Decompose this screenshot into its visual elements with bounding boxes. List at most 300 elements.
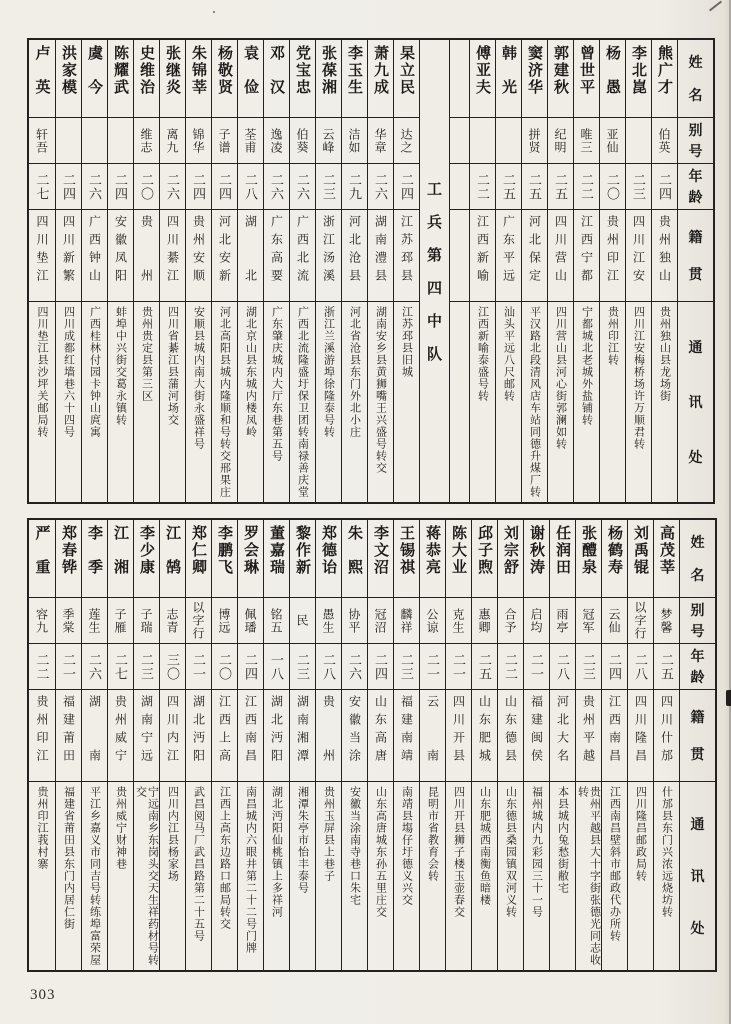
person-column bbox=[237, 40, 263, 502]
address-text: 江西南昌壁斜市邮政代办所转 bbox=[608, 786, 621, 942]
age-cell bbox=[186, 644, 211, 690]
address-cell bbox=[238, 302, 263, 502]
native-cell bbox=[394, 690, 419, 782]
name-text: 李少康 bbox=[138, 525, 154, 576]
address-cell bbox=[212, 302, 237, 502]
person-column bbox=[341, 520, 367, 970]
age-cell bbox=[652, 164, 677, 210]
courtesy-cell bbox=[368, 598, 393, 644]
empty-column bbox=[449, 40, 469, 502]
age-cell bbox=[290, 164, 315, 210]
native-text: 福建莆田 bbox=[61, 695, 76, 767]
address-text: 湖北京山县东城内楼凤岭 bbox=[244, 306, 257, 438]
native-cell bbox=[56, 210, 81, 302]
native-text: 安徽当涂 bbox=[347, 695, 362, 767]
person-column bbox=[315, 40, 341, 502]
native-cell bbox=[498, 690, 523, 782]
courtesy-cell bbox=[342, 118, 367, 164]
age-text: 二六 bbox=[165, 172, 180, 201]
age-cell bbox=[368, 644, 393, 690]
header-label-char: 姓 bbox=[688, 56, 703, 72]
address-text: 四川开县狮子楼玉壶春交 bbox=[452, 786, 465, 918]
courtesy-cell bbox=[394, 118, 419, 164]
name-cell bbox=[550, 520, 575, 598]
person-column bbox=[211, 520, 237, 970]
native-cell bbox=[626, 210, 651, 302]
address-cell bbox=[108, 782, 133, 970]
age-text: 二六 bbox=[87, 652, 102, 681]
address-text: 蚌埠中兴街交葛永镇转 bbox=[114, 306, 127, 426]
age-text: 二三 bbox=[321, 172, 336, 201]
name-cell bbox=[212, 40, 237, 118]
native-cell bbox=[550, 690, 575, 782]
native-text: 广西北流 bbox=[295, 215, 310, 287]
courtesy-text: 佩璠 bbox=[243, 607, 257, 634]
age-cell bbox=[29, 644, 55, 690]
name-text: 江 鹄 bbox=[164, 525, 180, 576]
native-text: 湖 南 bbox=[87, 695, 102, 767]
person-column bbox=[289, 520, 315, 970]
name-cell bbox=[446, 520, 471, 598]
address-cell bbox=[446, 782, 471, 970]
age-cell bbox=[550, 644, 575, 690]
age-text: 二三 bbox=[139, 652, 154, 681]
person-column bbox=[107, 40, 133, 502]
name-text: 杨鹤寿 bbox=[606, 525, 622, 576]
courtesy-text: 锦华 bbox=[191, 127, 205, 154]
age-cell bbox=[342, 644, 367, 690]
header-label-char: 讯 bbox=[688, 396, 703, 411]
age-cell bbox=[29, 164, 55, 210]
courtesy-cell bbox=[29, 118, 55, 164]
age-text: 二六 bbox=[373, 172, 388, 201]
courtesy-cell bbox=[342, 598, 367, 644]
native-text: 广西钟山 bbox=[87, 215, 102, 287]
column-header-native bbox=[680, 690, 715, 782]
native-cell bbox=[290, 210, 315, 302]
person-column bbox=[469, 40, 495, 502]
header-label-char: 号 bbox=[688, 145, 703, 161]
name-cell bbox=[160, 520, 185, 598]
courtesy-text: 克生 bbox=[451, 607, 465, 634]
address-text: 本县城内兔愁街敝宅 bbox=[556, 786, 569, 894]
native-text: 河北沧县 bbox=[347, 215, 362, 287]
native-cell bbox=[238, 690, 263, 782]
person-column bbox=[29, 520, 55, 970]
address-cell bbox=[108, 302, 133, 502]
age-cell bbox=[524, 644, 549, 690]
person-column bbox=[263, 520, 289, 970]
age-text: 二四 bbox=[191, 172, 206, 201]
address-text: 南昌城内六眼井第二十二号门牌 bbox=[244, 786, 257, 954]
person-column bbox=[625, 40, 651, 502]
courtesy-text: 离九 bbox=[165, 127, 179, 154]
age-cell bbox=[420, 644, 445, 690]
address-text: 武昌阅马厂武昌路第二十五号 bbox=[192, 786, 205, 942]
native-cell bbox=[316, 690, 341, 782]
address-text: 宁都城北老城外盐铺转 bbox=[580, 306, 593, 426]
name-cell bbox=[600, 40, 625, 118]
native-text: 四川内江 bbox=[165, 695, 180, 767]
address-text: 湘潭朱亭市怡丰泰号 bbox=[296, 786, 309, 894]
name-cell bbox=[574, 40, 599, 118]
name-cell bbox=[238, 40, 263, 118]
address-cell bbox=[420, 782, 445, 970]
courtesy-text: 亚仙 bbox=[605, 127, 619, 154]
person-column bbox=[393, 520, 419, 970]
name-text: 虞 今 bbox=[86, 45, 102, 96]
name-cell bbox=[316, 520, 341, 598]
address-text: 广东肇庆城内大厅东巷第五号 bbox=[270, 306, 283, 462]
name-text: 谢秋涛 bbox=[528, 525, 544, 576]
address-text: 贵州印江莪村寨 bbox=[36, 786, 48, 870]
age-text: 一八 bbox=[269, 652, 284, 681]
name-cell bbox=[264, 40, 289, 118]
name-text: 傅亚夫 bbox=[474, 45, 490, 96]
courtesy-text: 合予 bbox=[503, 607, 517, 634]
address-text: 贵州玉屏县上巷子 bbox=[322, 786, 335, 882]
native-text: 湖南湘潭 bbox=[295, 695, 310, 767]
roster-table-top bbox=[27, 38, 715, 504]
courtesy-text: 公谅 bbox=[425, 607, 439, 634]
name-text: 韩 光 bbox=[500, 45, 516, 96]
person-column bbox=[107, 520, 133, 970]
courtesy-cell bbox=[160, 598, 185, 644]
courtesy-cell bbox=[550, 598, 575, 644]
courtesy-text: 梦馨 bbox=[659, 607, 673, 634]
native-cell bbox=[420, 690, 445, 782]
courtesy-cell bbox=[56, 598, 81, 644]
unit-label-char: 兵 bbox=[426, 215, 442, 231]
age-text: 二四 bbox=[61, 172, 76, 201]
courtesy-cell bbox=[212, 598, 237, 644]
age-cell bbox=[470, 164, 495, 210]
native-text: 山东德县 bbox=[503, 695, 518, 767]
name-text: 董嘉瑞 bbox=[268, 525, 284, 576]
courtesy-text: 容九 bbox=[34, 607, 49, 634]
courtesy-cell bbox=[496, 118, 521, 164]
person-column bbox=[185, 520, 211, 970]
name-cell bbox=[450, 40, 469, 118]
age-cell bbox=[576, 644, 601, 690]
native-text: 四川营山 bbox=[553, 215, 568, 287]
age-cell bbox=[498, 644, 523, 690]
person-column bbox=[289, 40, 315, 502]
native-cell bbox=[600, 210, 625, 302]
header-label-char: 名 bbox=[690, 568, 705, 584]
age-text: 二〇 bbox=[605, 172, 620, 201]
address-cell bbox=[652, 302, 677, 502]
native-cell bbox=[212, 690, 237, 782]
name-text: 洪家模 bbox=[60, 45, 76, 96]
address-text: 宁远南乡东岗头交天生祥药材号转交 bbox=[134, 786, 159, 966]
native-text: 贵 州 bbox=[139, 215, 154, 287]
age-cell bbox=[522, 164, 547, 210]
address-cell bbox=[316, 302, 341, 502]
person-column bbox=[393, 40, 419, 502]
native-text: 贵州独山 bbox=[657, 215, 672, 287]
native-cell bbox=[316, 210, 341, 302]
address-cell bbox=[498, 782, 523, 970]
age-text: 二五 bbox=[553, 172, 568, 201]
address-cell bbox=[342, 782, 367, 970]
courtesy-cell bbox=[548, 118, 573, 164]
address-cell bbox=[290, 302, 315, 502]
native-cell bbox=[82, 690, 107, 782]
address-text: 昆明市省教育会转 bbox=[426, 786, 439, 882]
address-cell bbox=[626, 302, 651, 502]
person-column bbox=[81, 40, 107, 502]
courtesy-cell bbox=[450, 118, 469, 164]
courtesy-text: 子瑞 bbox=[139, 607, 153, 634]
native-text: 江西南昌 bbox=[243, 695, 258, 767]
age-text: 二二 bbox=[475, 172, 490, 201]
header-column bbox=[679, 520, 715, 970]
name-cell bbox=[82, 40, 107, 118]
person-column bbox=[367, 520, 393, 970]
age-cell bbox=[160, 644, 185, 690]
courtesy-text: 麟祥 bbox=[399, 607, 413, 634]
name-cell bbox=[548, 40, 573, 118]
native-cell bbox=[134, 690, 159, 782]
age-cell bbox=[212, 644, 237, 690]
name-cell bbox=[522, 40, 547, 118]
person-column bbox=[419, 520, 445, 970]
address-cell bbox=[212, 782, 237, 970]
name-text: 郑仁卿 bbox=[190, 525, 206, 576]
native-text: 河北保定 bbox=[527, 215, 542, 287]
person-column bbox=[133, 520, 159, 970]
address-cell bbox=[524, 782, 549, 970]
courtesy-cell bbox=[290, 118, 315, 164]
address-text: 福建省莆田县东门内居仁街 bbox=[62, 786, 75, 930]
person-column bbox=[471, 520, 497, 970]
column-header-age bbox=[678, 164, 713, 210]
courtesy-cell bbox=[186, 598, 211, 644]
scan-artifact-dot bbox=[213, 11, 215, 13]
person-column bbox=[159, 520, 185, 970]
courtesy-cell bbox=[394, 598, 419, 644]
address-text: 湖南安乡县黄狮嘴王兴盛号转交 bbox=[374, 306, 387, 474]
person-column bbox=[497, 520, 523, 970]
name-cell bbox=[290, 520, 315, 598]
name-cell bbox=[186, 40, 211, 118]
native-text: 湖南宁远 bbox=[139, 695, 154, 767]
native-cell bbox=[160, 210, 185, 302]
address-cell bbox=[264, 782, 289, 970]
header-label-char: 处 bbox=[690, 922, 705, 937]
name-cell bbox=[134, 40, 159, 118]
courtesy-text: 逸凌 bbox=[269, 127, 283, 154]
name-cell bbox=[394, 40, 419, 118]
age-text: 二六 bbox=[269, 172, 284, 201]
address-cell bbox=[628, 782, 653, 970]
name-cell bbox=[108, 40, 133, 118]
age-cell bbox=[654, 644, 679, 690]
native-text: 山东高唐 bbox=[373, 695, 388, 767]
address-text: 山东高唐城东孙五里庄交 bbox=[374, 786, 387, 918]
age-text: 二四 bbox=[243, 652, 258, 681]
native-cell bbox=[368, 210, 393, 302]
native-text: 湖 北 bbox=[243, 215, 258, 287]
age-text: 二四 bbox=[399, 172, 414, 201]
name-cell bbox=[238, 520, 263, 598]
courtesy-cell bbox=[238, 118, 263, 164]
courtesy-text: 冠沼 bbox=[373, 607, 387, 634]
address-text: 四川垫江县沙坪关邮局转 bbox=[36, 306, 48, 438]
age-text: 二四 bbox=[657, 172, 672, 201]
courtesy-text: 拼贤 bbox=[527, 127, 541, 154]
age-text: 二二 bbox=[503, 652, 518, 681]
native-text: 山东肥城 bbox=[477, 695, 492, 767]
age-text: 二五 bbox=[659, 652, 674, 681]
name-cell bbox=[602, 520, 627, 598]
name-text: 张葆湘 bbox=[320, 45, 336, 96]
address-text: 贵州威宁财神巷 bbox=[114, 786, 127, 870]
age-text: 二四 bbox=[373, 652, 388, 681]
native-text: 江西南昌 bbox=[607, 695, 622, 767]
address-cell bbox=[550, 782, 575, 970]
scan-artifact-blob bbox=[726, 690, 731, 706]
native-text: 广东高要 bbox=[269, 215, 284, 287]
column-header-address bbox=[678, 302, 713, 502]
native-cell bbox=[29, 210, 55, 302]
native-text: 湖北沔阳 bbox=[191, 695, 206, 767]
name-cell bbox=[628, 520, 653, 598]
age-cell bbox=[628, 644, 653, 690]
address-cell bbox=[134, 302, 159, 502]
age-cell bbox=[446, 644, 471, 690]
name-cell bbox=[626, 40, 651, 118]
courtesy-cell bbox=[160, 118, 185, 164]
age-cell bbox=[472, 644, 497, 690]
address-text: 江西新喻泰盛号转 bbox=[476, 306, 489, 402]
name-cell bbox=[316, 40, 341, 118]
address-cell bbox=[472, 782, 497, 970]
courtesy-text: 荃甫 bbox=[243, 127, 257, 154]
header-label-char: 别 bbox=[690, 603, 705, 619]
address-text: 四川江安梅桥场许万顺君转 bbox=[632, 306, 645, 450]
native-cell bbox=[654, 690, 679, 782]
age-text: 二六 bbox=[87, 172, 102, 201]
address-cell bbox=[264, 302, 289, 502]
age-cell bbox=[316, 164, 341, 210]
address-cell bbox=[548, 302, 573, 502]
name-cell bbox=[524, 520, 549, 598]
address-cell bbox=[394, 782, 419, 970]
age-text: 二四 bbox=[217, 172, 232, 201]
age-cell bbox=[134, 164, 159, 210]
age-text: 二五 bbox=[477, 652, 492, 681]
native-text: 江西宁都 bbox=[579, 215, 594, 287]
courtesy-cell bbox=[626, 118, 651, 164]
age-cell bbox=[238, 644, 263, 690]
person-column bbox=[601, 520, 627, 970]
address-text: 安顺县城内南大街永盛祥号 bbox=[192, 306, 205, 450]
courtesy-text: 愚生 bbox=[321, 607, 335, 634]
person-column bbox=[521, 40, 547, 502]
column-header-courtesy bbox=[678, 118, 713, 164]
name-cell bbox=[576, 520, 601, 598]
native-cell bbox=[134, 210, 159, 302]
courtesy-text: 以字行 bbox=[633, 601, 647, 640]
courtesy-cell bbox=[472, 598, 497, 644]
native-text: 四川开县 bbox=[451, 695, 466, 767]
header-label-char: 龄 bbox=[688, 191, 703, 207]
age-cell bbox=[574, 164, 599, 210]
age-cell bbox=[626, 164, 651, 210]
native-cell bbox=[394, 210, 419, 302]
name-cell bbox=[342, 520, 367, 598]
name-cell bbox=[186, 520, 211, 598]
age-text: 二七 bbox=[34, 172, 50, 201]
courtesy-cell bbox=[108, 118, 133, 164]
name-text: 王锡祺 bbox=[398, 525, 414, 576]
age-text: 二八 bbox=[555, 652, 570, 681]
age-text: 二七 bbox=[113, 652, 128, 681]
header-label-char: 处 bbox=[688, 451, 703, 466]
address-text: 福州城内九彩园三十一号 bbox=[530, 786, 543, 918]
address-cell bbox=[56, 782, 81, 970]
courtesy-cell bbox=[56, 118, 81, 164]
native-cell bbox=[212, 210, 237, 302]
scan-artifact-scratch bbox=[709, 1, 722, 12]
address-text: 平江乡嘉义市同吉号转练埠富荣屋 bbox=[88, 786, 101, 966]
name-cell bbox=[654, 520, 679, 598]
age-cell bbox=[108, 164, 133, 210]
age-cell bbox=[290, 644, 315, 690]
address-cell bbox=[82, 782, 107, 970]
address-text: 河北高阳县城内隆顺和号转交邢果庄 bbox=[218, 306, 231, 498]
age-text: 二〇 bbox=[139, 172, 154, 201]
courtesy-text: 华章 bbox=[373, 127, 387, 154]
courtesy-text: 子谱 bbox=[217, 127, 231, 154]
name-text: 江 湘 bbox=[112, 525, 128, 576]
native-text: 河北大名 bbox=[555, 695, 570, 767]
courtesy-text: 达之 bbox=[399, 127, 413, 154]
name-text: 袁 俭 bbox=[242, 45, 258, 96]
name-cell bbox=[29, 40, 55, 118]
courtesy-text: 启均 bbox=[529, 607, 543, 634]
name-cell bbox=[470, 40, 495, 118]
age-text: 二一 bbox=[425, 652, 440, 681]
native-text: 云 南 bbox=[425, 695, 440, 767]
person-column bbox=[575, 520, 601, 970]
native-text: 四川什邡 bbox=[659, 695, 674, 767]
name-text: 蒋恭亮 bbox=[424, 525, 440, 576]
courtesy-cell bbox=[82, 118, 107, 164]
native-cell bbox=[186, 690, 211, 782]
header-label-char: 号 bbox=[690, 625, 705, 641]
page-number: 303 bbox=[30, 987, 56, 1003]
age-text: 二三 bbox=[399, 652, 414, 681]
age-cell bbox=[496, 164, 521, 210]
person-column bbox=[29, 40, 55, 502]
courtesy-cell bbox=[134, 118, 159, 164]
age-text: 二六 bbox=[295, 172, 310, 201]
courtesy-text: 莲生 bbox=[87, 607, 101, 634]
address-text: 南靖县塲仔圩德义兴交 bbox=[400, 786, 413, 906]
name-text: 卢 英 bbox=[33, 45, 50, 96]
courtesy-text: 子雁 bbox=[113, 607, 127, 634]
native-cell bbox=[368, 690, 393, 782]
name-cell bbox=[420, 520, 445, 598]
native-cell bbox=[160, 690, 185, 782]
name-text: 郭建秋 bbox=[552, 45, 568, 96]
courtesy-cell bbox=[212, 118, 237, 164]
age-cell bbox=[450, 164, 469, 210]
age-cell bbox=[342, 164, 367, 210]
